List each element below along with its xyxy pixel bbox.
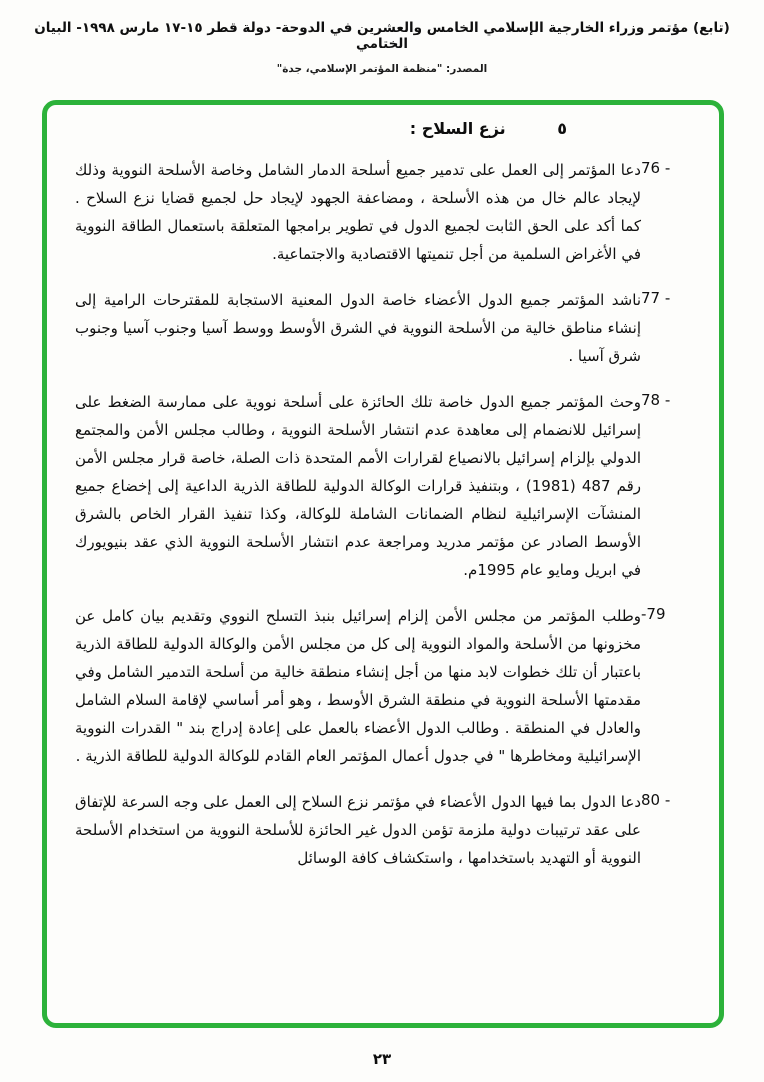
paragraph-text: وحث المؤتمر جميع الدول خاصة تلك الحائزة على أسلحة نووية على ممارسة الضغط على إسرائيل للانضمام إلى معاهدة عدم انتشار الأسلحة النووية ، وطالب مجلس الأمن والمجتمع الدولي بإلزام إسرائيل بالانصياع لقرارات الأمم المتحدة ذات الصلة، خاصة قرار مجلس الأمن رقم 487 (1981) ، وبتنفيذ قرارات الوكالة الدولية للطاقة الذرية الداعية إلى إخضاع جميع المنشآت الإسرائيلية لنظام الضمانات الشاملة للوكالة، وكذا تنفيذ القرار الخاص بالشرق الأوسط الصادر عن مؤتمر مدريد ومراجعة عدم انتشار الأسلحة النووية الذي عقد بنيويورك في ابريل ومايو عام 1995م. [75,393,642,579]
paragraph-number: 78 - [641,391,671,409]
numbered-paragraph [75,788,695,872]
page-footer [0,1049,764,1068]
numbered-paragraph [75,286,695,370]
paragraph-text: دعا الدول بما فيها الدول الأعضاء في مؤتمر نزع السلاح إلى العمل على وجه السرعة للإتفاق على عقد ترتيبات دولية ملزمة تؤمن الدول غير الحائزة للأسلحة النووية من استخدام الأسلحة النووية أو التهديد باستخدامها ، واستكشاف كافة الوسائل [75,793,641,867]
paragraph-number: 80 - [641,791,671,809]
numbered-paragraph [75,156,695,268]
section-heading [75,119,695,138]
paragraph-number: -79 [641,605,666,623]
paragraph-number: 76 - [641,159,671,177]
paragraph-text: ناشد المؤتمر جميع الدول الأعضاء خاصة الدول المعنية الاستجابة للمقترحات الرامية إلى إنشاء مناطق خالية من الأسلحة النووية في الشرق الأوسط ووسط آسيا وجنوب آسيا وجنوب شرق آسيا . [75,291,641,365]
page-header [30,20,734,75]
page-number: ٢٣ [372,1050,392,1068]
section-title: نزع السلاح : [409,119,506,138]
paragraph-text: وطلب المؤتمر من مجلس الأمن إلزام إسرائيل بنبذ التسلح النووي وتقديم بيان كامل عن مخزونها من الأسلحة والمواد النووية إلى كل من مجلس الأمن والوكالة الدولية للطاقة الذرية باعتبار أن تلك خطوات لابد منها من أجل إنشاء منطقة خالية من أسلحة التدمير الشامل وفي مقدمتها الأسلحة النووية في منطقة الشرق الأوسط ، وهو أمر أساسي لإقامة السلام الشامل والعادل في المنطقة . وطالب الدول الأعضاء بالعمل على إعادة إدراج بند " القدرات النووية الإسرائيلية ومخاطرها " في جدول أعمال المؤتمر العام القادم للوكالة الدولية للطاقة الذرية . [75,607,641,765]
section-number: ٥ [557,119,567,138]
numbered-paragraph [75,602,695,770]
document-title: (تابع) مؤتمر وزراء الخارجية الإسلامي الخامس والعشرين في الدوحة- دولة قطر ١٥-١٧ مارس ١٩٩٨- البيان الختامي [34,20,730,52]
content-frame [42,100,724,1028]
paragraph-list [75,156,695,872]
numbered-paragraph [75,388,695,584]
paragraph-number: 77 - [641,289,671,307]
paragraph-text: دعا المؤتمر إلى العمل على تدمير جميع أسلحة الدمار الشامل وخاصة الأسلحة النووية وذلك لإيجاد عالم خال من هذه الأسلحة ، ومضاعفة الجهود لإيجاد حل لجميع قضايا نزع السلاح . كما أكد على الحق الثابت لجميع الدول في تطوير برامجها المتعلقة باستعمال الطاقة النووية في الأغراض السلمية من أجل تنميتها الاقتصادية والاجتماعية. [75,161,641,263]
document-source: المصدر: "منظمة المؤتمر الإسلامي، جدة" [276,63,488,75]
